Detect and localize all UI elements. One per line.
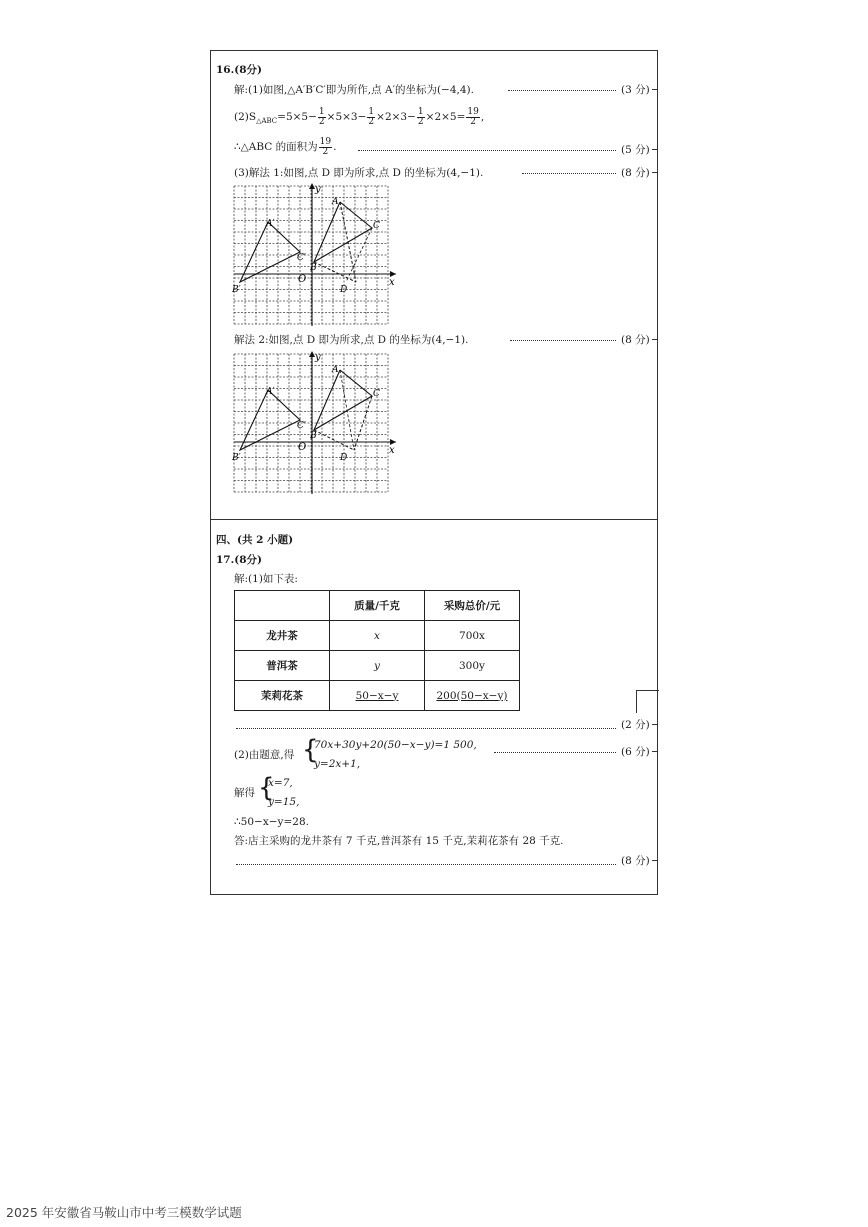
- score-tick: [652, 751, 658, 752]
- q16-line2: $(2)S_{\triangle ABC}=5\times 5-$ $\frac{1}{2}$ ×5×3− $\frac{1}{2}$ ×2×3− $\frac{1}{2}$ ×2×5= $\frac{19}{2}$ ,: [234, 106, 485, 127]
- q16-line4: (3)解法 1:如图,点 D 即为所求,点 D 的坐标为(4,−1).: [234, 167, 484, 179]
- q17-score-3: (8 分): [621, 855, 650, 867]
- score-tick: [652, 860, 658, 861]
- q17-solve-prefix: 解得: [234, 787, 255, 799]
- table-cell: x: [330, 621, 425, 651]
- table-cell: y: [330, 651, 425, 681]
- point-C-label: C: [373, 221, 380, 231]
- table-row: [235, 591, 520, 621]
- q16-score-3: (8 分): [621, 167, 650, 179]
- point-A1-label: A′: [266, 387, 275, 397]
- origin-label: O: [298, 442, 307, 453]
- table-row: [235, 621, 520, 651]
- point-B1-label: B′: [232, 453, 241, 463]
- q17-line-c: ∴50−x−y=28.: [234, 816, 309, 828]
- point-A-label: A: [332, 365, 339, 375]
- q16-line3: ∴△ABC 的面积为 $\frac{19}{2}$ .: [234, 136, 337, 157]
- leader-dots: [236, 864, 616, 865]
- point-D-label: D: [340, 453, 348, 463]
- table-cell: 300y: [425, 651, 520, 681]
- grid-figure-1: [228, 182, 400, 328]
- q17-score-2: (6 分): [621, 746, 650, 758]
- point-C1-label: C′: [297, 253, 306, 263]
- point-B-label: B: [310, 431, 317, 441]
- table-cell: 普洱茶: [235, 651, 330, 681]
- leader-dots: [510, 340, 616, 341]
- leader-dots: [522, 173, 616, 174]
- table-row: [235, 651, 520, 681]
- score-tick: [652, 149, 658, 150]
- point-A1-label: A′: [266, 219, 275, 229]
- solution-brace: {: [258, 773, 275, 803]
- table-row: [235, 681, 520, 711]
- q17-score-1: (2 分): [621, 719, 650, 731]
- y-axis-label: y: [315, 352, 321, 363]
- score-tick: [652, 172, 658, 173]
- leader-dots: [358, 150, 616, 151]
- q16-score-2: (5 分): [621, 144, 650, 156]
- equation-brace: {: [302, 735, 319, 765]
- point-C1-label: C′: [297, 421, 306, 431]
- x-axis-label: x: [389, 445, 395, 456]
- origin-label: O: [298, 274, 307, 285]
- q17-eq2: y=2x+1,: [314, 758, 361, 770]
- table-cell: 700x: [425, 621, 520, 651]
- leader-dots: [236, 728, 616, 729]
- q16-score-1: (3 分): [621, 84, 650, 96]
- table-header-cell: 采购总价/元: [425, 591, 520, 621]
- point-D-label: D: [340, 285, 348, 295]
- point-A-label: A: [332, 197, 339, 207]
- point-B-label: B: [310, 263, 317, 273]
- corner-mark: [636, 690, 659, 713]
- point-B1-label: B′: [232, 285, 241, 295]
- section-4-header: 四、(共 2 小题): [216, 534, 294, 546]
- q17-sol2: y=15,: [268, 796, 300, 808]
- table-header-cell: 质量/千克: [330, 591, 425, 621]
- q17-sol1: x=7,: [268, 777, 293, 789]
- score-tick: [652, 89, 658, 90]
- q17-intro: 解:(1)如下表:: [234, 573, 298, 585]
- tea-table: [234, 590, 520, 711]
- score-tick: [652, 339, 658, 340]
- q17-answer: 答:店主采购的龙井茶有 7 千克,普洱茶有 15 千克,茉莉花茶有 28 千克.: [234, 835, 564, 847]
- table-cell: 茉莉花茶: [235, 681, 330, 711]
- table-cell: 龙井茶: [235, 621, 330, 651]
- score-tick: [652, 724, 658, 725]
- q17-eq1: 70x+30y+20(50−x−y)=1 500,: [314, 739, 477, 751]
- q16-header: 16.(8分): [216, 64, 263, 76]
- table-cell: [425, 681, 520, 711]
- table-header-cell: [235, 591, 330, 621]
- page-footer: 2025 年安徽省马鞍山市中考三模数学试题: [6, 1205, 242, 1220]
- leader-dots: [494, 752, 616, 753]
- q16-line5: 解法 2:如图,点 D 即为所求,点 D 的坐标为(4,−1).: [234, 334, 469, 346]
- answer-underline: 200(50−x−y): [436, 689, 508, 702]
- y-axis-label: y: [315, 184, 321, 195]
- q17-part2-prefix: (2)由题意,得: [234, 749, 295, 761]
- answer-underline: 50−x−y: [355, 689, 399, 702]
- grid-figure-2: [228, 350, 400, 496]
- q16-score-4: (8 分): [621, 334, 650, 346]
- leader-dots: [508, 90, 616, 91]
- q16-line1: 解:(1)如图,△A′B′C′即为所作,点 A′的坐标为(−4,4).: [234, 84, 474, 96]
- point-C-label: C: [373, 389, 380, 399]
- table-cell: [330, 681, 425, 711]
- q17-header: 17.(8分): [216, 554, 263, 566]
- x-axis-label: x: [389, 277, 395, 288]
